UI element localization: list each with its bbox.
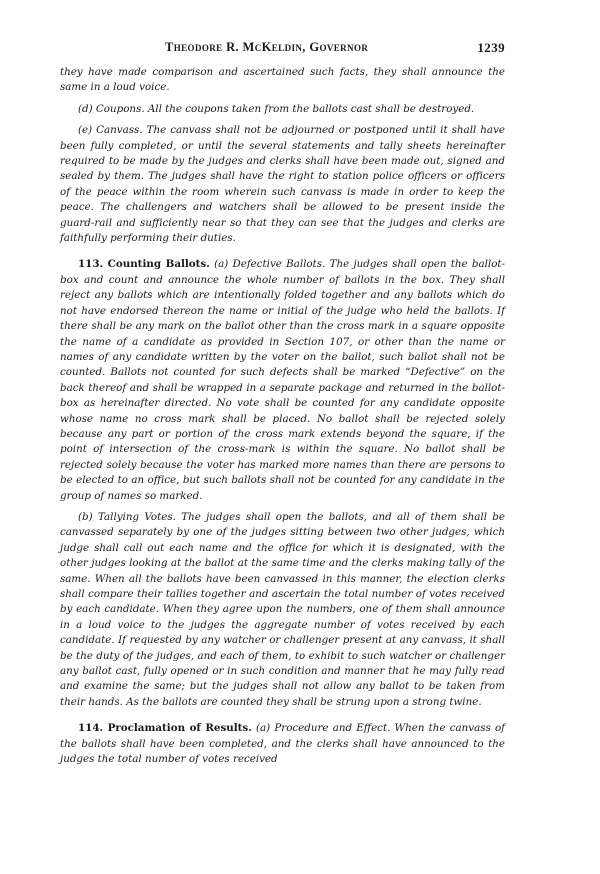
page-number: 1239 xyxy=(477,40,505,55)
paragraph-canvass: (e) Canvass. The canvass shall not be adjourned or postponed until it shall have been fully completed, or until the several statements and tally sheets hereinafter required to be made by the judges and clerks shall have been made out, signed and sealed by them. The judges shall have the right to station police officers or officers of the peace within the room wherein such canvass is made in order to keep the peace. The challengers and watchers shall be allowed to be present inside the guard-rail and sufficiently near so that they can see that the judges and clerks are faithfully performing their duties. xyxy=(60,124,505,245)
running-header xyxy=(60,38,505,58)
document-page xyxy=(60,38,505,767)
section-114-proclamation xyxy=(60,721,505,767)
paragraph-tallying-votes: (b) Tallying Votes. The judges shall open the ballots, and all of them shall be canvassed separately by one of the judges sitting between two other judges, which judge shall call out each name and the office for which it is designated, with the other judges looking at the ballot at the same time and the clerks making tally of the same. When all the ballots have been canvassed in this manner, the election clerks shall compare their tallies together and ascertain the total number of votes received by each candidate. When they agree upon the numbers, one of them shall announce in a loud voice to the judges the aggregate number of votes received by each candidate. If requested by any watcher or challenger present at any canvass, it shall be the duty of the judges, and each of them, to exhibit to such watcher or challenger any ballot cast, fully opened or in such condition and manner that he may fully read and examine the same; but the judges shall not allow any ballot to be taken from their hands. As the ballots are counted they shall be strung upon a strong twine. xyxy=(60,510,505,708)
section-113-heading: 113. Counting Ballots. xyxy=(78,258,210,271)
section-113-text: (a) Defective Ballots. The judges shall open the ballot-box and count and announce the whole number of ballots in the box. They shall reject any ballots which are intentionally folded together and any ballots which do not have endorsed thereon the name or initial of the judge who held the ballots. If there shall be any mark on the ballot other than the cross mark in a square opposite the name of a candidate as provided in Section 107, or other than the name or names of any candidate written by the voter on the ballot, such ballot shall not be counted. Ballots not counted for such defects shall be marked “Defective” on the back thereof and shall be wrapped in a separate package and returned in the ballot-box as hereinafter directed. No vote shall be counted for any candidate opposite whose name no cross mark shall be placed. No ballot shall be rejected solely because any part or portion of the cross mark extends beyond the square, if the point of intersection of the cross-mark is within the square. No ballot shall be rejected solely because the voter has marked more names than there are persons to be elected to an office, but such ballots shall not be counted for any candidate in the group of names so marked. xyxy=(60,258,506,502)
section-114-heading: 114. Proclamation of Results. xyxy=(78,722,252,735)
paragraph-continuation: they have made comparison and ascertained such facts, they shall announce the same in a loud voice. xyxy=(60,66,505,94)
section-114-text: (a) Procedure and Effect. When the canvass of the ballots shall have been completed, and the clerks shall have announced to the judges the total number of votes received xyxy=(60,722,505,766)
section-113-counting-ballots xyxy=(60,257,505,504)
paragraph-coupons: (d) Coupons. All the coupons taken from the ballots cast shall be destroyed. xyxy=(78,102,475,115)
header-title: Theodore R. McKeldin, Governor xyxy=(165,40,369,54)
